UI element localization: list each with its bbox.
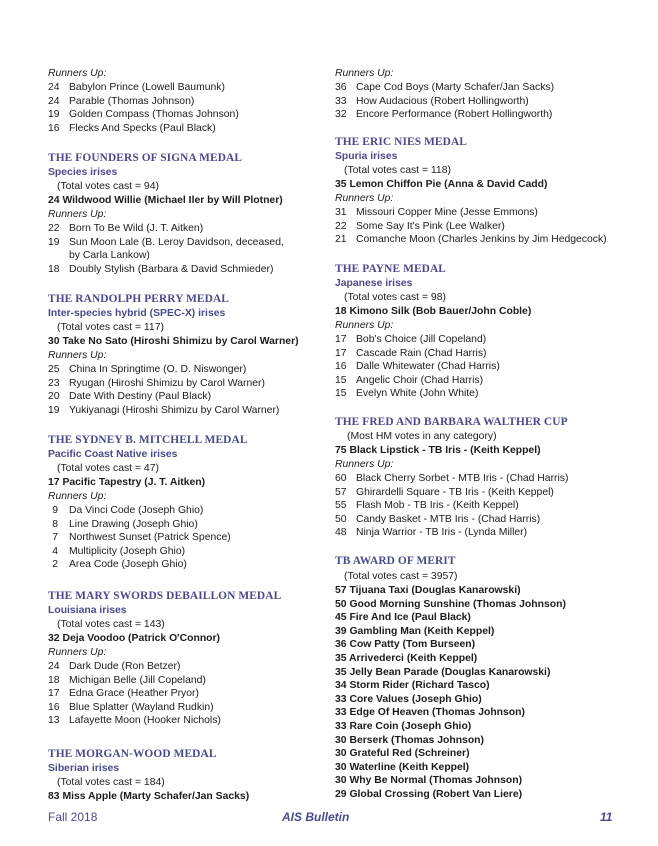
runner-up-entry (48, 660, 180, 674)
runner-up-entry (335, 360, 500, 374)
award-winner-entry: 35 Jelly Bean Parade (Douglas Kanarowski) (335, 666, 551, 678)
runners-up-label: Runners Up: (48, 491, 107, 502)
vote-count: 16 (48, 701, 60, 713)
award-winner-entry: 35 Arrivederci (Keith Keppel) (335, 653, 478, 664)
payne-category: Japanese irises (335, 278, 413, 289)
walther-winner: 75 Black Lipstick - TB Iris - (Keith Keppel) (335, 445, 541, 456)
vote-count: 18 (48, 674, 60, 686)
perry-category: Inter-species hybrid (SPEC-X) irises (48, 308, 226, 319)
morgan-total-votes: (Total votes cast = 184) (57, 777, 165, 788)
iris-name: Ryugan (Hiroshi Shimizu by Carol Warner) (69, 377, 265, 389)
mitchell-total-votes: (Total votes cast = 47) (57, 463, 159, 474)
vote-count: 13 (48, 715, 60, 727)
runners-up-label: Runners Up: (335, 68, 394, 79)
vote-count: 60 (335, 473, 347, 484)
runner-up-entry (335, 233, 607, 247)
iris-name: How Audacious (Robert Hollingworth) (356, 95, 529, 107)
runner-up-entry (335, 374, 483, 388)
vote-count: 24 (48, 82, 60, 93)
runner-up-entry (48, 714, 221, 728)
vote-count: 7 (52, 532, 58, 544)
mitchell-winner: 17 Pacific Tapestry (J. T. Aitken) (48, 477, 206, 488)
runners-up-label: Runners Up: (335, 193, 394, 204)
vote-count: 50 (335, 513, 347, 525)
perry-medal-title: THE RANDOLPH PERRY MEDAL (48, 293, 229, 305)
perry-winner: 30 Take No Sato (Hiroshi Shimizu by Carol Warner) (48, 336, 299, 347)
runners-up-label: Runners Up: (335, 459, 394, 470)
runner-up-entry (48, 518, 198, 532)
iris-name: Ghirardelli Square - TB Iris - (Keith Keppel) (356, 486, 554, 498)
iris-name: Angelic Choir (Chad Harris) (356, 374, 484, 386)
iris-name: Missouri Copper Mine (Jesse Emmons) (356, 207, 538, 218)
iris-name: Date With Destiny (Paul Black) (69, 391, 212, 403)
runner-up-entry (48, 687, 199, 701)
vote-count: 15 (335, 374, 347, 386)
iris-name: Da Vinci Code (Joseph Ghio) (69, 505, 204, 516)
morgan-medal-title: THE MORGAN-WOOD MEDAL (48, 748, 217, 760)
iris-name: Flash Mob - TB Iris - (Keith Keppel) (356, 500, 519, 512)
runner-up-entry (48, 504, 203, 518)
payne-winner: 18 Kimono Silk (Bob Bauer/John Coble) (335, 306, 532, 317)
vote-count: 19 (48, 109, 60, 121)
page-footer (0, 811, 658, 827)
iris-name: Evelyn White (John White) (356, 388, 479, 400)
nies-total-votes: (Total votes cast = 118) (344, 165, 451, 176)
nies-medal-title: THE ERIC NIES MEDAL (335, 136, 467, 148)
iris-name: Flecks And Specks (Paul Black) (69, 122, 216, 134)
vote-count: 19 (48, 236, 60, 248)
perry-total-votes: (Total votes cast = 117) (57, 322, 164, 333)
award-winner-entry: 34 Storm Rider (Richard Tasco) (335, 680, 490, 692)
iris-name: Edna Grace (Heather Pryor) (69, 688, 199, 700)
runner-up-entry (48, 404, 279, 418)
iris-name: Parable (Thomas Johnson) (69, 95, 195, 107)
vote-count: 17 (48, 688, 60, 700)
debaillon-total-votes: (Total votes cast = 143) (57, 619, 165, 630)
runners-up-label: Runners Up: (48, 209, 107, 220)
vote-count: 19 (48, 404, 60, 416)
runner-up-entry (335, 95, 529, 109)
iris-name: Candy Basket - MTB Iris - (Chad Harris) (356, 513, 541, 525)
iris-name: Area Code (Joseph Ghio) (69, 559, 187, 571)
iris-name: Dalle Whitewater (Chad Harris) (356, 361, 500, 373)
vote-count: 33 (335, 95, 347, 107)
vote-count: 17 (335, 334, 347, 345)
iris-name: Doubly Stylish (Barbara & David Schmieder) (69, 263, 274, 275)
vote-count: 18 (48, 263, 60, 275)
runners-up-label: Runners Up: (335, 320, 394, 331)
iris-name: Bob's Choice (Jill Copeland) (356, 334, 487, 345)
payne-medal-title: THE PAYNE MEDAL (335, 263, 446, 275)
founders-winner: 24 Wildwood Willie (Michael Iler by Will Plotner) (48, 195, 283, 206)
nies-category: Spuria irises (335, 151, 398, 162)
runners-up-label: Runners Up: (48, 647, 107, 658)
iris-name: Born To Be Wild (J. T. Aitken) (69, 223, 204, 234)
iris-name: China In Springtime (O. D. Niswonger) (69, 364, 247, 375)
footer-publication: AIS Bulletin (282, 810, 350, 824)
vote-count: 24 (48, 95, 60, 107)
runner-up-entry (335, 108, 552, 122)
runner-up-entry (48, 236, 284, 250)
runner-up-entry (48, 558, 187, 572)
footer-season: Fall 2018 (48, 810, 98, 824)
runner-up-entry (335, 206, 538, 220)
iris-name: Michigan Belle (Jill Copeland) (69, 674, 206, 686)
award-winner-entry: 30 Grateful Red (Schreiner) (335, 748, 470, 760)
iris-name: Ninja Warrior - TB Iris - (Lynda Miller) (356, 527, 528, 539)
vote-count: 48 (335, 527, 347, 539)
award-winner-entry: 30 Berserk (Thomas Johnson) (335, 734, 484, 746)
iris-name: Dark Dude (Ron Betzer) (69, 661, 181, 672)
debaillon-category: Louisiana irises (48, 605, 127, 616)
vote-count: 25 (48, 364, 60, 375)
tb-award-total-votes: (Total votes cast = 3957) (344, 571, 458, 582)
runner-up-entry (48, 222, 203, 236)
iris-name: Encore Performance (Robert Hollingworth) (356, 109, 553, 121)
runner-up-entry (48, 363, 246, 377)
runner-up-entry (335, 220, 505, 234)
runner-up-entry (335, 526, 527, 540)
vote-count: 21 (335, 234, 347, 246)
mitchell-medal-title: THE SYDNEY B. MITCHELL MEDAL (48, 434, 248, 446)
nies-winner: 35 Lemon Chiffon Pie (Anna & David Cadd) (335, 179, 548, 190)
walther-note: (Most HM votes in any category) (347, 431, 497, 442)
runner-up-entry (48, 674, 206, 688)
vote-count: 9 (52, 505, 58, 516)
award-winner-entry: 45 Fire And Ice (Paul Black) (335, 612, 471, 624)
vote-count: 16 (335, 361, 347, 373)
vote-count: 22 (48, 223, 60, 234)
iris-name: Babylon Prince (Lowell Baumunk) (69, 82, 225, 93)
runner-up-entry (335, 81, 554, 95)
iris-name: Comanche Moon (Charles Jenkins by Jim Hedgecock) (356, 234, 607, 246)
vote-count: 15 (335, 388, 347, 400)
walther-cup-title: THE FRED AND BARBARA WALTHER CUP (335, 416, 568, 428)
award-winner-entry: 30 Why Be Normal (Thomas Johnson) (335, 775, 523, 787)
runner-up-entry (48, 81, 225, 95)
vote-count: 23 (48, 377, 60, 389)
vote-count: 16 (48, 122, 60, 134)
runner-up-entry (48, 531, 231, 545)
founders-medal-title: THE FOUNDERS OF SIGNA MEDAL (48, 152, 243, 164)
runners-up-label: Runners Up: (48, 350, 107, 361)
debaillon-medal-title: THE MARY SWORDS DEBAILLON MEDAL (48, 590, 282, 602)
vote-count: 20 (48, 391, 60, 403)
award-winner-entry: 33 Core Values (Joseph Ghio) (335, 693, 482, 705)
runner-up-entry (48, 377, 265, 391)
vote-count: 55 (335, 500, 347, 512)
award-winner-entry: 50 Good Morning Sunshine (Thomas Johnson) (335, 598, 566, 610)
vote-count: 31 (335, 207, 347, 218)
vote-count: 8 (52, 518, 58, 530)
runner-up-entry (335, 333, 486, 347)
runner-up-entry (335, 347, 487, 361)
mitchell-category: Pacific Coast Native irises (48, 449, 178, 460)
morgan-winner: 83 Miss Apple (Marty Schafer/Jan Sacks) (48, 791, 250, 802)
runner-up-entry (335, 499, 519, 513)
runner-up-entry (335, 472, 568, 486)
runner-up-entry (335, 387, 478, 401)
vote-count: 17 (335, 347, 347, 359)
vote-count: 57 (335, 486, 347, 498)
runner-up-entry (48, 95, 194, 109)
founders-category: Species irises (48, 167, 118, 178)
vote-count: 24 (48, 661, 60, 672)
runner-up-entry (48, 122, 216, 136)
runner-up-entry (48, 390, 211, 404)
iris-name: Cape Cod Boys (Marty Schafer/Jan Sacks) (356, 82, 555, 93)
vote-count: 4 (52, 545, 58, 557)
iris-name: Golden Compass (Thomas Johnson) (69, 109, 239, 121)
runner-up-entry (48, 263, 273, 277)
runner-up-entry (335, 513, 540, 527)
award-winner-entry: 29 Global Crossing (Robert Van Liere) (335, 789, 523, 800)
iris-name: Cascade Rain (Chad Harris) (356, 347, 487, 359)
iris-name: Blue Splatter (Wayland Rudkin) (69, 701, 214, 713)
iris-name: Lafayette Moon (Hooker Nichols) (69, 715, 221, 727)
iris-name: Northwest Sunset (Patrick Spence) (69, 532, 231, 544)
vote-count: 32 (335, 109, 347, 121)
award-winner-entry: 36 Cow Patty (Tom Burseen) (335, 639, 476, 651)
runner-up-entry (335, 486, 554, 500)
award-winner-entry: 33 Edge Of Heaven (Thomas Johnson) (335, 707, 525, 719)
award-winner-entry: 39 Gambling Man (Keith Keppel) (335, 625, 495, 637)
runners-up-label: Runners Up: (48, 68, 107, 79)
runner-up-entry (48, 108, 239, 122)
iris-name: Sun Moon Lale (B. Leroy Davidson, deceased, (69, 236, 284, 248)
debaillon-winner: 32 Deja Voodoo (Patrick O'Connor) (48, 633, 221, 644)
vote-count: 2 (52, 559, 58, 571)
iris-name: Yukiyanagi (Hiroshi Shimizu by Carol Warner) (69, 404, 280, 416)
iris-name: Black Cherry Sorbet - MTB Iris - (Chad Harris) (356, 473, 569, 484)
runner-up-entry (48, 701, 214, 715)
page-number: 11 (600, 810, 613, 824)
vote-count: 22 (335, 220, 347, 232)
iris-name-continued: by Carla Lankow) (69, 250, 150, 262)
founders-total-votes: (Total votes cast = 94) (57, 181, 159, 192)
iris-name: Multiplicity (Joseph Ghio) (69, 545, 186, 557)
iris-name: Line Drawing (Joseph Ghio) (69, 518, 198, 530)
payne-total-votes: (Total votes cast = 98) (344, 292, 446, 303)
award-winner-entry: 57 Tijuana Taxi (Douglas Kanarowski) (335, 585, 521, 596)
tb-award-title: TB AWARD OF MERIT (335, 555, 456, 567)
award-winner-entry: 30 Waterline (Keith Keppel) (335, 761, 470, 773)
vote-count: 36 (335, 82, 347, 93)
runner-up-entry (48, 545, 185, 559)
award-winner-entry: 33 Rare Coin (Joseph Ghio) (335, 721, 472, 732)
morgan-category: Siberian irises (48, 763, 120, 774)
iris-name: Some Say It's Pink (Lee Walker) (356, 220, 505, 232)
